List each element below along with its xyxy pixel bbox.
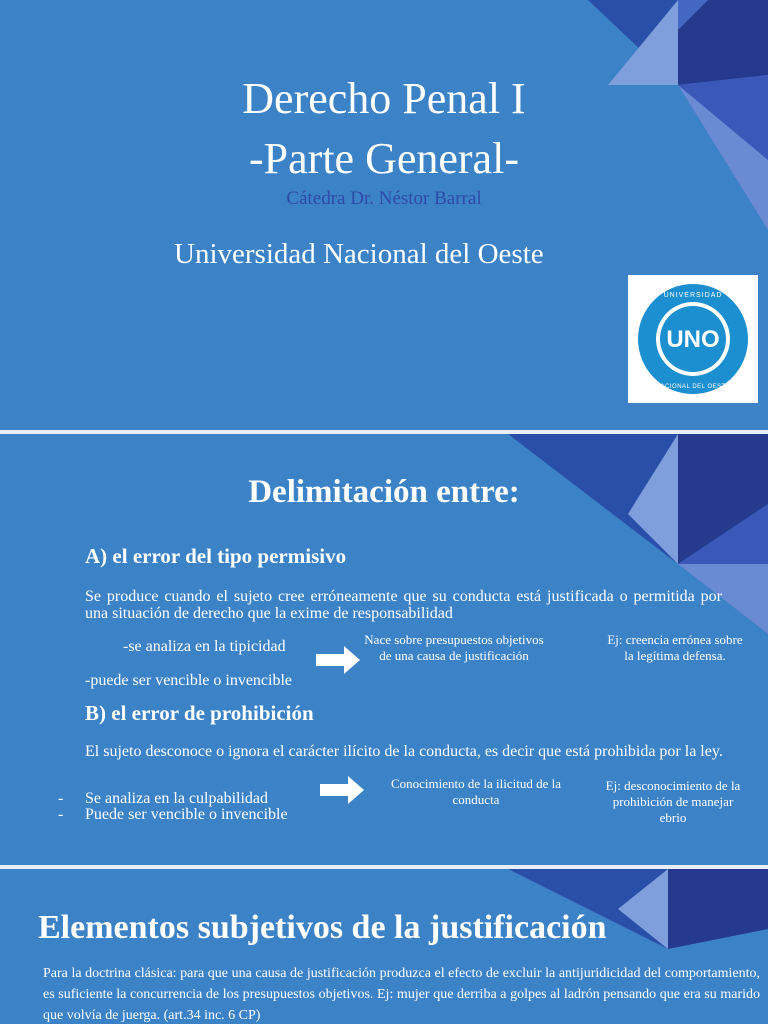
section-b-example-line-1: Ej: desconocimiento de la	[605, 778, 741, 793]
section-a-example	[575, 632, 768, 664]
section-b-point-1: Se analiza en la culpabilidad	[85, 790, 269, 807]
slide3-title: Elementos subjetivos de la justificación	[38, 909, 607, 946]
logo-ring-top: UNIVERSIDAD	[663, 292, 723, 299]
bullet-marker-1: -	[58, 790, 64, 807]
logo-center-text: UNO	[666, 326, 720, 353]
section-a-heading: A) el error del tipo permisivo	[85, 544, 347, 568]
university-logo	[628, 275, 758, 403]
section-a-note-line-2: de una causa de justificación	[379, 648, 529, 663]
section-b-note-line-1: Conocimiento de la ilicitud de la	[390, 776, 562, 791]
section-b-definition: El sujeto desconoce o ignora el carácter ilícito de la conducta, es decir que está prohibida por la ley.	[85, 743, 723, 760]
delimitation-slide	[0, 434, 768, 865]
slide3-text: Para la doctrina clásica: para que una causa de justificación produzca el efecto de excluir la antijuridicidad del comportamiento, es suficiente la concurrencia de los presupuestos objetivos. Ej: mujer que derriba a golpes al ladrón pensando que era su marido que volvía de juerga. (art.34 inc. 6 CP)	[43, 966, 760, 1023]
logo-ring-bottom: NACIONAL DEL OESTE	[655, 384, 731, 390]
bullet-marker-2: -	[58, 806, 64, 823]
subjective-elements-slide	[0, 869, 768, 1024]
section-a-definition: Se produce cuando el sujeto cree erróneamente que su conducta está justificada o permitida por una situación de derecho que la exime de responsabilidad	[85, 588, 722, 622]
arrow-right-icon	[320, 776, 364, 804]
section-a-note-line-1: Nace sobre presupuestos objetivos	[364, 632, 544, 647]
section-b-heading: B) el error de prohibición	[85, 701, 314, 725]
chair-subtitle: Cátedra Dr. Néstor Barral	[286, 188, 482, 209]
section-b-example-line-2: prohibición de manejar	[612, 794, 734, 809]
section-b-note	[376, 776, 576, 808]
section-b-point-2: Puede ser vencible o invencible	[85, 806, 288, 823]
title-line-1: Derecho Penal I	[242, 74, 526, 123]
section-a-point-1: -se analiza en la tipicidad	[123, 638, 286, 655]
title-slide	[0, 0, 768, 430]
section-a-note	[350, 632, 558, 664]
section-a-example-line-2: la legítima defensa.	[624, 648, 726, 663]
section-b-example-line-3: ebrio	[659, 810, 687, 825]
uno-seal-icon	[628, 275, 758, 403]
section-a-point-2: -puede ser vencible o invencible	[85, 672, 293, 689]
section-a-example-line-1: Ej: creencia errónea sobre	[607, 632, 743, 647]
slide2-title: Delimitación entre:	[248, 474, 520, 510]
title-line-2: -Parte General-	[249, 134, 519, 183]
section-b-note-line-2: conducta	[452, 792, 500, 807]
university-name: Universidad Nacional del Oeste	[174, 238, 544, 270]
section-b-example	[588, 778, 758, 826]
